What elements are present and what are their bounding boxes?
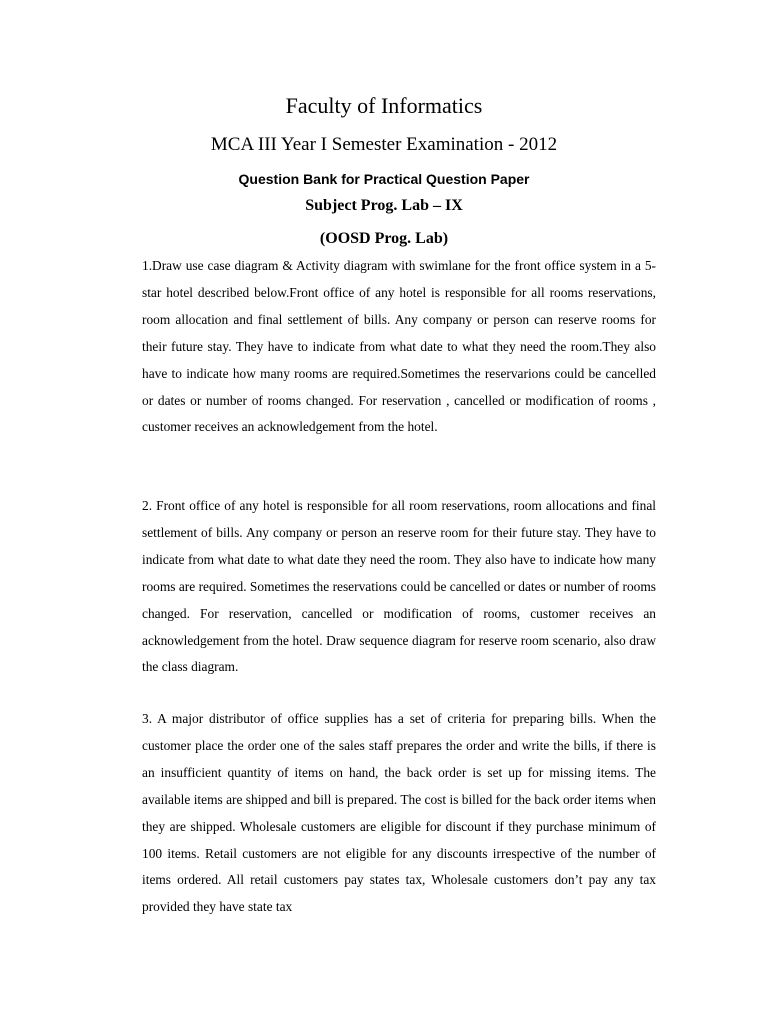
question-2-paragraph: 2. Front office of any hotel is responsible for all room reservations, room allocations and final settlement of bills. Any company or person an reserve room for their future stay. They have to indicate from what date to what date they need the room. They also have to indicate how many rooms are required. Sometimes the reservations could be cancelled or dates or number of rooms changed. For reservation, cancelled or modification of rooms, customer receives an acknowledgement from the hotel. Draw sequence diagram for reserve room scenario, also draw the class diagram. bbox=[142, 498, 656, 675]
exam-title: MCA III Year I Semester Examination - 2012 bbox=[210, 134, 558, 155]
faculty-title: Faculty of Informatics bbox=[285, 93, 483, 118]
question-1-paragraph: 1.Draw use case diagram & Activity diagram with swimlane for the front office system in a 5-star hotel described below.Front office of any hotel is responsible for all rooms reservations, room allocation and final settlement of bills. Any company or person can reserve rooms for their future stay. They have to indicate from what date to what they need the room.They also have to indicate how many rooms are required.Sometimes the reservarions could be cancelled or dates or number of rooms changed. For reservation , cancelled or modification of rooms , customer receives an acknowledgement from the hotel. bbox=[142, 258, 656, 435]
subject-heading: Subject Prog. Lab – IX bbox=[305, 197, 463, 214]
question-3-paragraph: 3. A major distributor of office supplies has a set of criteria for preparing bills. When the customer place the order one of the sales staff prepares the order and write the bills, if there is an insufficient quantity of items on hand, the back order is set up for missing items. The available items are shipped and bill is prepared. The cost is billed for the back order items when they are shipped. Wholesale customers are eligible for discount if they purchase minimum of 100 items. Retail customers are not eligible for any discounts irrespective of the number of items ordered. All retail customers pay states tax, Wholesale customers don’t pay any tax provided they have state tax bbox=[142, 711, 656, 915]
lab-subtitle: (OOSD Prog. Lab) bbox=[319, 230, 449, 247]
question-bank-heading: Question Bank for Practical Question Paper bbox=[238, 171, 530, 187]
